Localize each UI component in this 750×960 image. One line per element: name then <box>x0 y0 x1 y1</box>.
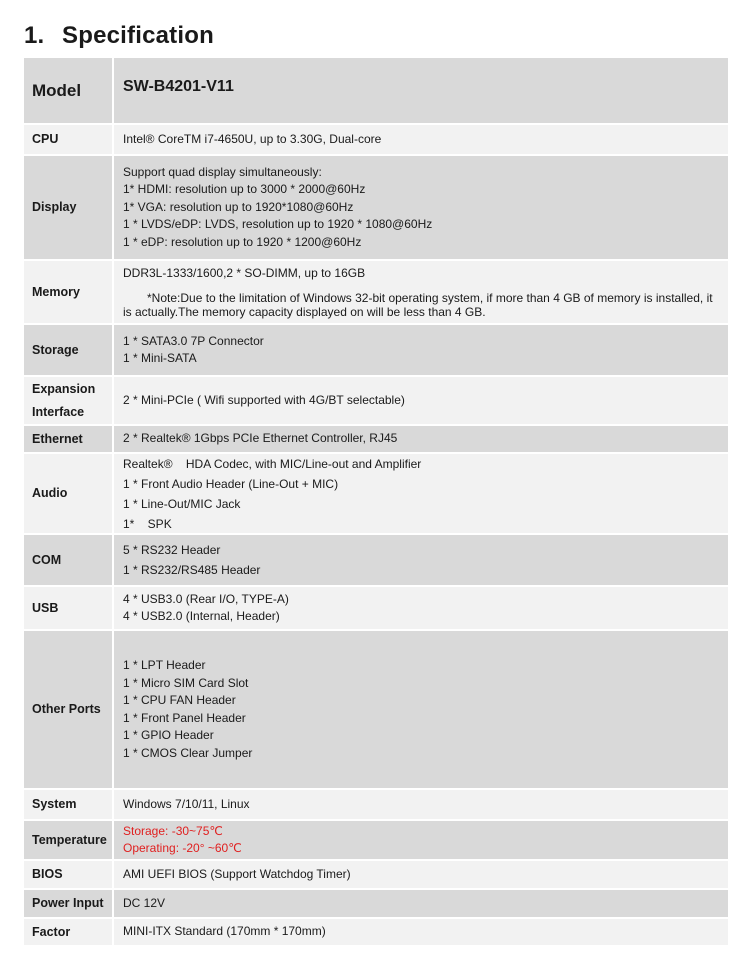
row-bios <box>24 861 728 890</box>
display-line: 1* HDMI: resolution up to 3000 * 2000@60Hz <box>123 182 366 197</box>
value-power-input: DC 12V <box>123 895 166 910</box>
value-ethernet: 2 * Realtek® 1Gbps PCIe Ethernet Controller, RJ45 <box>123 431 398 446</box>
label-other-ports: Other Ports <box>24 631 114 788</box>
audio-line: 1* SPK <box>123 516 172 531</box>
row-cpu <box>24 125 728 156</box>
display-line: 1* VGA: resolution up to 1920*1080@60Hz <box>123 199 354 214</box>
row-temperature <box>24 821 728 861</box>
row-ethernet <box>24 426 728 454</box>
label-display: Display <box>24 156 114 259</box>
row-usb <box>24 587 728 631</box>
row-expansion <box>24 377 728 426</box>
other-ports-line: 1 * GPIO Header <box>123 728 214 742</box>
label-bios: BIOS <box>24 861 114 888</box>
label-cpu: CPU <box>24 125 114 154</box>
label-power-input: Power Input <box>24 890 114 917</box>
usb-line: 4 * USB2.0 (Internal, Header) <box>123 609 280 623</box>
row-model <box>24 58 728 125</box>
label-audio: Audio <box>24 454 114 533</box>
row-storage <box>24 325 728 377</box>
usb-line: 4 * USB3.0 (Rear I/O, TYPE-A) <box>123 591 289 606</box>
value-com <box>114 535 728 585</box>
label-expansion <box>24 377 114 424</box>
value-cpu: Intel® CoreTM i7-4650U, up to 3.30G, Dual-core <box>123 131 382 146</box>
other-ports-line: 1 * Front Panel Header <box>123 710 246 725</box>
temperature-operating: Operating: -20° ~60℃ <box>123 841 242 855</box>
value-usb <box>114 587 728 629</box>
display-line: Support quad display simultaneously: <box>123 164 322 179</box>
row-power-input <box>24 890 728 919</box>
row-system <box>24 790 728 821</box>
value-factor: MINI-ITX Standard (170mm * 170mm) <box>123 924 326 939</box>
audio-line: 1 * Front Audio Header (Line-Out + MIC) <box>123 476 339 491</box>
value-storage <box>114 325 728 375</box>
label-memory: Memory <box>24 261 114 323</box>
memory-note: *Note:Due to the limitation of Windows 32-bit operating system, if more than 4 GB of memory is installed, it is actually.The memory capacity displayed on will be less than 4 GB. <box>123 290 713 319</box>
temperature-storage: Storage: -30~75℃ <box>123 823 223 838</box>
spec-table <box>24 58 728 947</box>
value-audio <box>114 454 728 533</box>
row-audio <box>24 454 728 535</box>
other-ports-line: 1 * CMOS Clear Jumper <box>123 745 253 760</box>
label-com: COM <box>24 535 114 585</box>
value-system: Windows 7/10/11, Linux <box>123 796 250 811</box>
display-line: 1 * LVDS/eDP: LVDS, resolution up to 1920 * 1080@60Hz <box>123 217 433 232</box>
label-system: System <box>24 790 114 819</box>
other-ports-line: 1 * LPT Header <box>123 658 206 672</box>
display-line: 1 * eDP: resolution up to 1920 * 1200@60Hz <box>123 234 362 249</box>
com-line: 1 * RS232/RS485 Header <box>123 563 261 577</box>
audio-line: Realtek® HDA Codec, with MIC/Line-out and Amplifier <box>123 456 422 471</box>
row-factor <box>24 919 728 947</box>
other-ports-line: 1 * CPU FAN Header <box>123 693 236 707</box>
value-other-ports <box>114 631 728 788</box>
storage-line: 1 * SATA3.0 7P Connector <box>123 333 264 348</box>
row-other-ports <box>24 631 728 790</box>
label-storage: Storage <box>24 325 114 375</box>
audio-line: 1 * Line-Out/MIC Jack <box>123 496 241 511</box>
other-ports-line: 1 * Micro SIM Card Slot <box>123 675 249 690</box>
label-ethernet: Ethernet <box>24 426 114 452</box>
value-memory <box>114 261 728 323</box>
label-usb: USB <box>24 587 114 629</box>
label-expansion-1: Expansion <box>32 381 96 396</box>
label-expansion-2: Interface <box>32 404 85 419</box>
row-com <box>24 535 728 587</box>
value-display <box>114 156 728 259</box>
com-line: 5 * RS232 Header <box>123 543 221 557</box>
value-temperature <box>114 821 728 859</box>
row-memory <box>24 261 728 325</box>
label-factor: Factor <box>24 919 114 945</box>
value-expansion: 2 * Mini-PCIe ( Wifi supported with 4G/BT selectable) <box>123 392 405 407</box>
label-model: Model <box>24 58 114 123</box>
memory-line: DDR3L-1333/1600,2 * SO-DIMM, up to 16GB <box>123 266 366 281</box>
section-number: 1. <box>24 22 45 49</box>
section-title: Specification <box>62 22 214 49</box>
storage-line: 1 * Mini-SATA <box>123 351 197 365</box>
value-bios: AMI UEFI BIOS (Support Watchdog Timer) <box>123 866 351 881</box>
page-title <box>24 22 214 50</box>
row-display <box>24 156 728 261</box>
label-temperature: Temperature <box>24 821 114 859</box>
value-model: SW-B4201-V11 <box>123 78 234 95</box>
